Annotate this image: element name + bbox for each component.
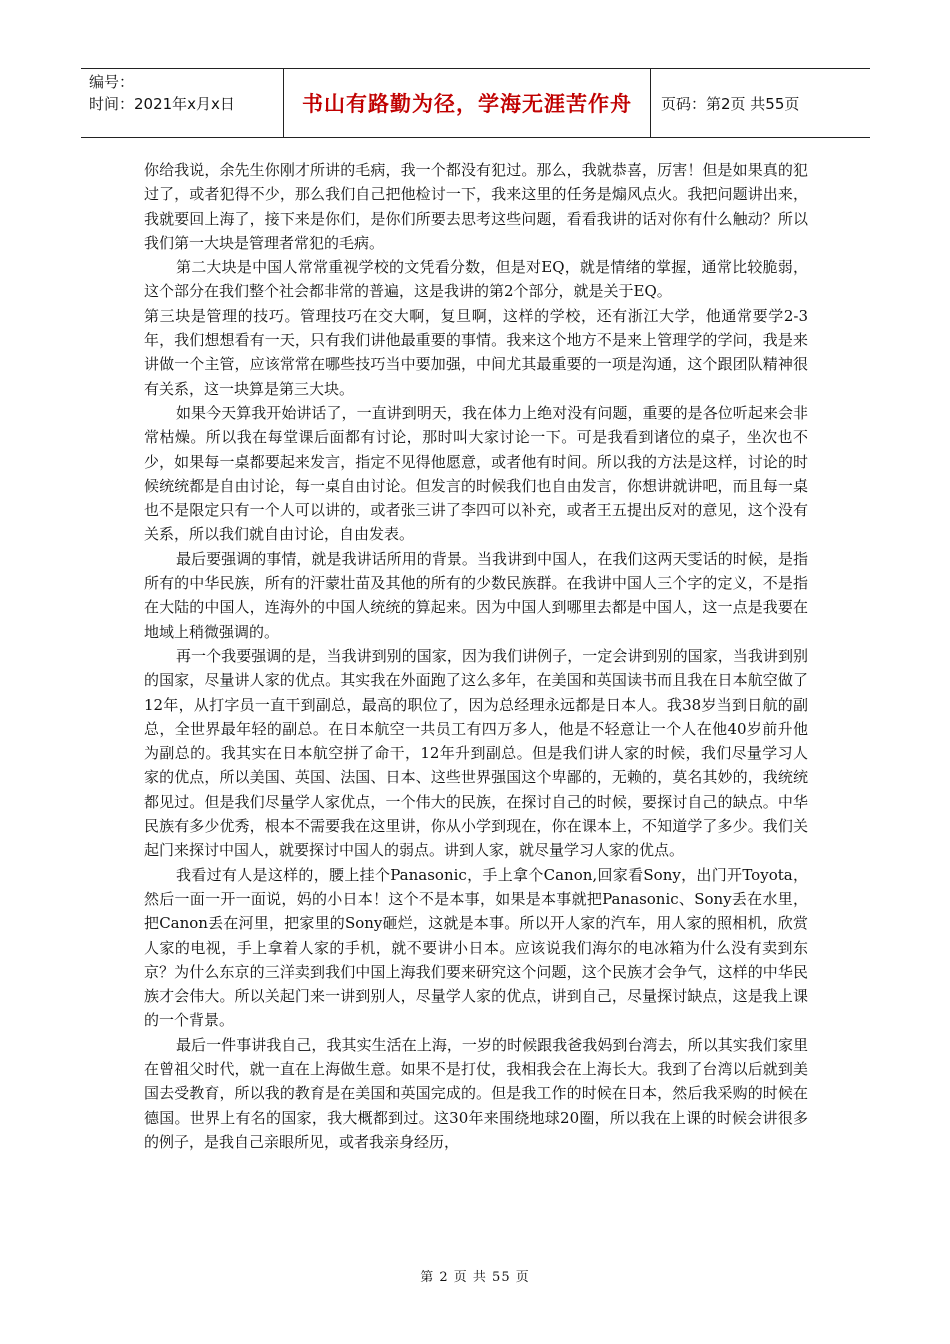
document-number-label: 编号： xyxy=(89,73,135,91)
header-page-code: 页码：第2页 共55页 xyxy=(661,94,800,113)
header-meta xyxy=(81,69,284,137)
paragraph: 我看过有人是这样的，腰上挂个Panasonic，手上拿个Canon,回家看Sony，出门开Toyota，然后一面一开一面说，妈的小日本！这个不是本事，如果是本事就把Panasonic、Sony丢在水里，把Canon丢在河里，把家里的Sony砸烂，这就是本事。所以开人家的汽车，用人家的照相机，欣赏人家的电视，手上拿着人家的手机，就不要讲小日本。应该说我们海尔的电冰箱为什么没有卖到东京？为什么东京的三洋卖到我们中国上海我们要来研究这个问题，这个民族才会争气，这样的中华民族才会伟大。所以关起门来一讲到别人，尽量学人家的优点，讲到自己，尽量探讨缺点，这是我上课的一个背景。 xyxy=(144,865,808,1030)
header-motto: 书山有路勤为径，学海无涯苦作舟 xyxy=(284,69,651,137)
page-header xyxy=(81,68,870,138)
document-body xyxy=(144,158,808,1154)
page-footer: 第 2 页 共 55 页 xyxy=(420,1270,530,1285)
paragraph: 第二大块是中国人常常重视学校的文凭看分数，但是对EQ，就是情绪的掌握，通常比较脆弱，这个部分在我们整个社会都非常的普遍，这是我讲的第2个部分，就是关于EQ。 xyxy=(144,258,808,301)
paragraph: 如果今天算我开始讲话了，一直讲到明天，我在体力上绝对没有问题，重要的是各位听起来会非常枯燥。所以我在每堂课后面都有讨论，那时叫大家讨论一下。可是我看到诸位的桌子，坐次也不少，如果每一桌都要起来发言，指定不见得他愿意，或者他有时间。所以我的方法是这样，讨论的时候统统都是自由讨论，每一桌自由讨论。但发言的时候我们也自由发言，你想讲就讲吧，而且每一桌也不是限定只有一个人可以讲的，或者张三讲了李四可以补充，或者王五提出反对的意见，这个没有关系，所以我们就自由讨论，自由发表。 xyxy=(144,403,808,544)
document-date-label: 时间：2021年x月x日 xyxy=(89,95,235,113)
paragraph: 最后一件事讲我自己，我其实生活在上海，一岁的时候跟我爸我妈到台湾去，所以其实我们家里在曾祖父时代，就一直在上海做生意。如果不是打仗，我相我会在上海长大。我到了台湾以后就到美国去受教育，所以我的教育是在美国和英国完成的。但是我工作的时候在日本，然后我采购的时候在德国。世界上有名的国家，我大概都到过。这30年来围绕地球20圈，所以我在上课的时候会讲很多的例子，是我自己亲眼所见，或者我亲身经历， xyxy=(144,1035,808,1151)
paragraph: 最后要强调的事情，就是我讲话所用的背景。当我讲到中国人，在我们这两天雯话的时候，是指所有的中华民族，所有的汗蒙壮苗及其他的所有的少数民族群。在我讲中国人三个字的定义，不是指在大陆的中国人，连海外的中国人统统的算起来。因为中国人到哪里去都是中国人，这一点是我要在地域上稍微强调的。 xyxy=(144,549,808,641)
paragraph: 再一个我要强调的是，当我讲到别的国家，因为我们讲例子，一定会讲到别的国家，当我讲到别的国家，尽量讲人家的优点。其实我在外面跑了这么多年，在美国和英国读书而且我在日本航空做了12年，从打字员一直干到副总，最高的职位了，因为总经理永远都是日本人。我38岁当到日航的副总，全世界最年轻的副总。在日本航空一共员工有四万多人，他是不轻意让一个人在他40岁前升他为副总的。我其实在日本航空拼了命干，12年升到副总。但是我们讲人家的时候，我们尽量学习人家的优点，所以美国、英国、法国、日本、这些世界强国这个卑鄙的，无赖的，莫名其妙的，我统统都见过。但是我们尽量学人家优点，一个伟大的民族，在探讨自己的时候，要探讨自己的缺点。中华民族有多少优秀，根本不需要我在这里讲，你从小学到现在，你在课本上，不知道学了多少。我们关起门来探讨中国人，就要探讨中国人的弱点。讲到人家，就尽量学习人家的优点。 xyxy=(144,646,808,860)
paragraph: 第三块是管理的技巧。管理技巧在交大啊，复旦啊，这样的学校，还有浙江大学，他通常要学2-3年，我们想想看有一天，只有我们讲他最重要的事情。我来这个地方不是来上管理学的学问，我是来讲做一个主管，应该常常在哪些技巧当中要加强，中间尤其最重要的一项是沟通，这个跟团队精神很有关系，这一块算是第三大块。 xyxy=(144,306,808,398)
paragraph: 你给我说，余先生你刚才所讲的毛病，我一个都没有犯过。那么，我就恭喜，厉害！但是如果真的犯过了，或者犯得不少，那么我们自己把他检讨一下，我来这里的任务是煽风点火。我把问题讲出来，我就要回上海了，接下来是你们，是你们所要去思考这些问题，看看我讲的话对你有什么触动？所以我们第一大块是管理者常犯的毛病。 xyxy=(144,161,808,252)
